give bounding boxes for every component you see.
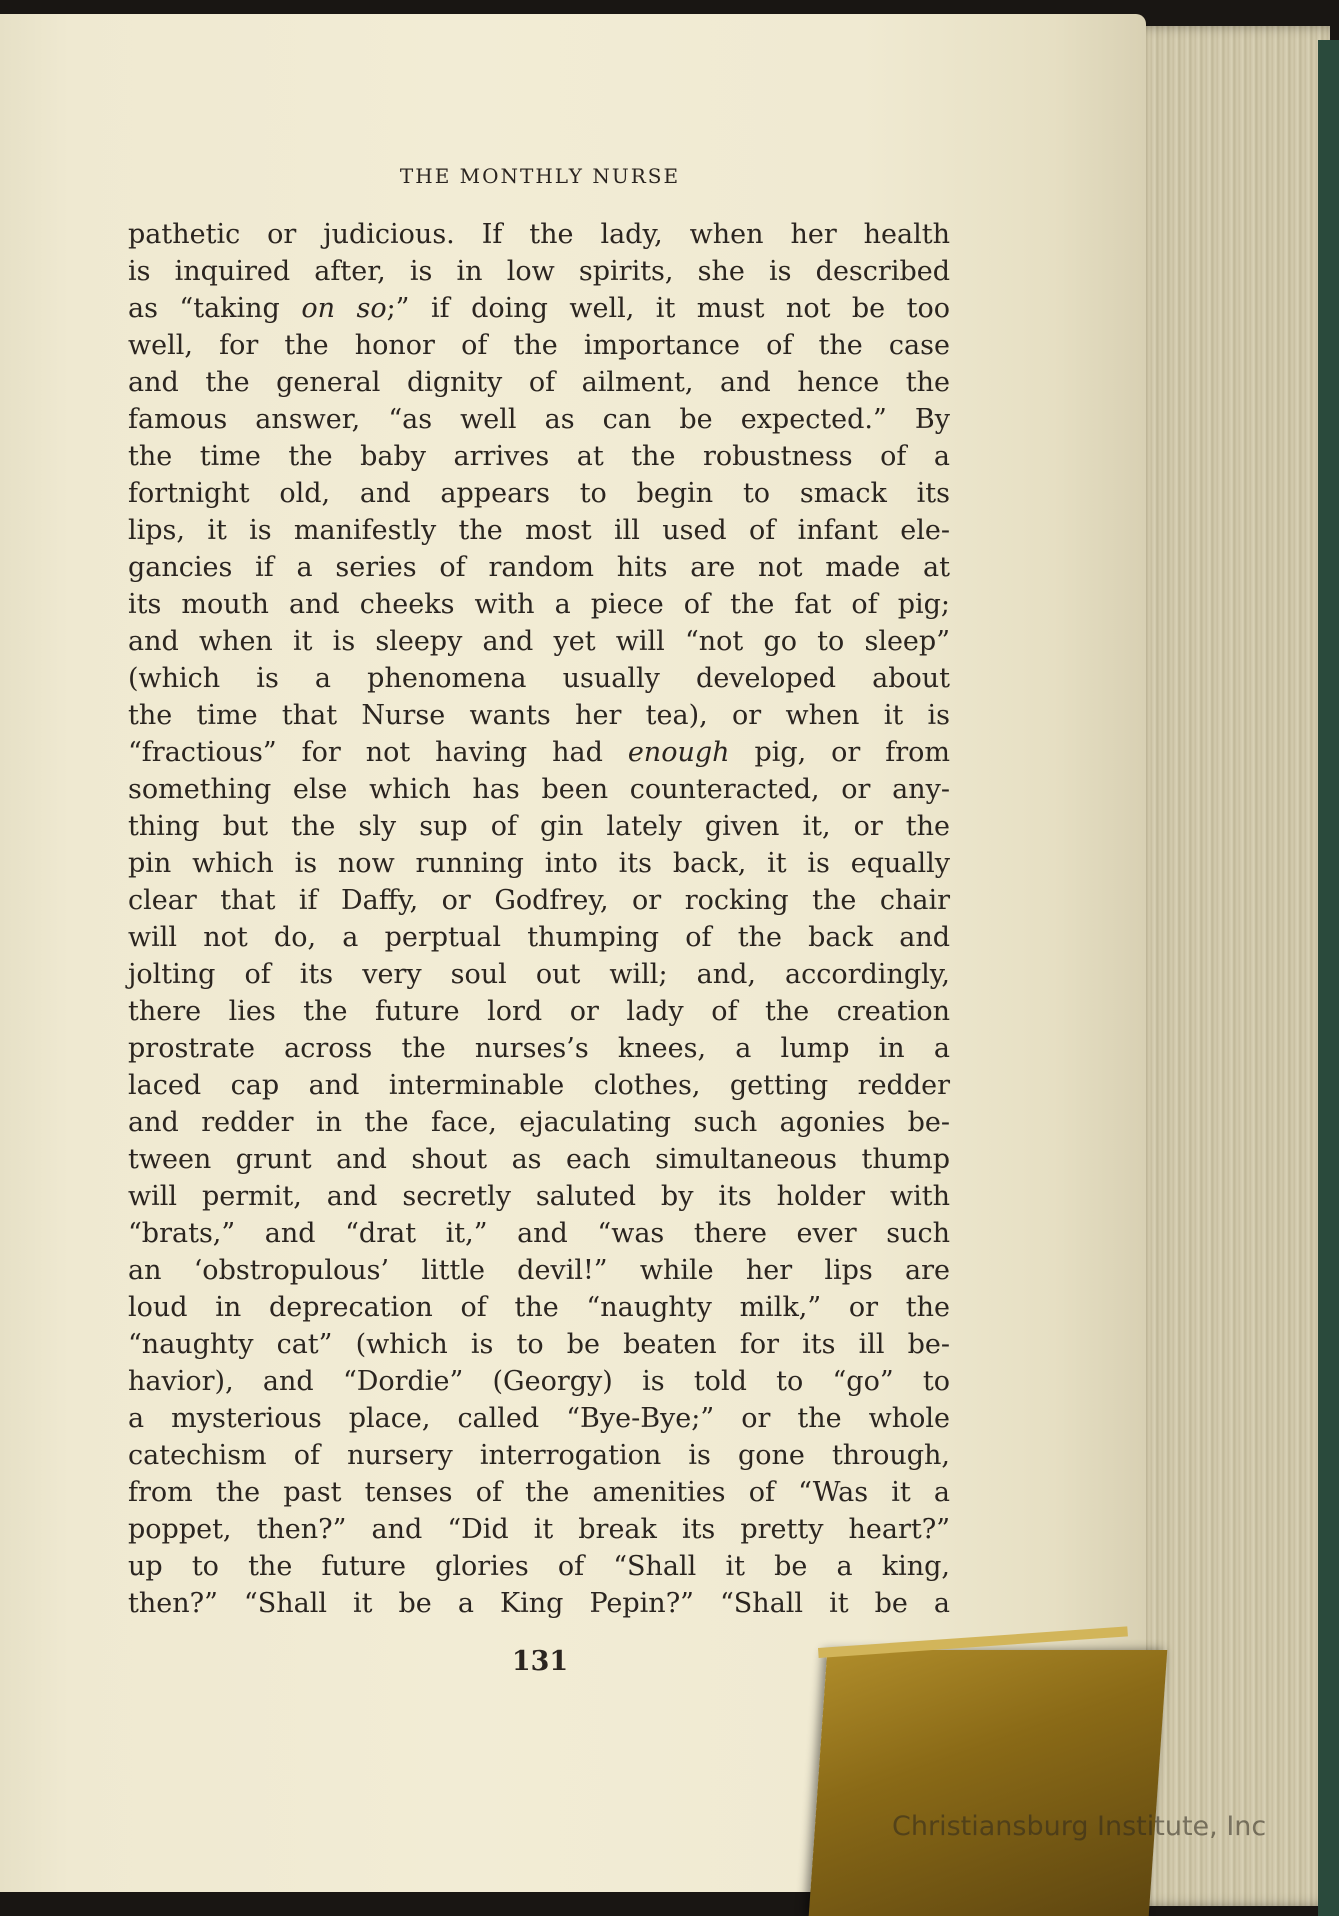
text-line: “naughty cat” (which is to be beaten for its ill be- <box>128 1329 950 1360</box>
italic-text: on so <box>301 293 387 324</box>
italic-text: enough <box>627 737 730 768</box>
text-line: catechism of nursery interrogation is gone through, <box>128 1440 950 1471</box>
text-line: there lies the future lord or lady of the creation <box>128 996 950 1027</box>
text-line: jolting of its very soul out will; and, accordingly, <box>128 959 950 990</box>
text-line: the time the baby arrives at the robustness of a <box>128 441 950 472</box>
text-segment: pig, or from <box>754 737 951 768</box>
text-line: pathetic or judicious. If the lady, when her health <box>128 219 950 250</box>
page-number: 131 <box>511 1646 569 1677</box>
text-line: up to the future glories of “Shall it be a king, <box>128 1551 950 1582</box>
text-line: well, for the honor of the importance of the case <box>128 330 950 361</box>
text-line: will not do, a perptual thumping of the back and <box>128 922 950 953</box>
text-segment: “fractious” for not having had <box>128 737 603 768</box>
text-segment: if doing well, it must not be too <box>430 293 950 324</box>
text-line: thing but the sly sup of gin lately given it, or the <box>128 811 950 842</box>
bookmark <box>809 1650 1168 1916</box>
text-line: then?” “Shall it be a King Pepin?” “Shall it be a <box>128 1588 950 1619</box>
text-segment: as “taking <box>128 293 280 324</box>
text-line: fortnight old, and appears to begin to smack its <box>128 478 950 509</box>
text-line: will permit, and secretly saluted by its holder with <box>128 1181 950 1212</box>
text-line: famous answer, “as well as can be expected.” By <box>128 404 950 435</box>
text-line: pin which is now running into its back, it is equally <box>128 848 950 879</box>
text-line <box>128 734 950 771</box>
text-line: poppet, then?” and “Did it break its pretty heart?” <box>128 1514 950 1545</box>
text-line: and redder in the face, ejaculating such agonies be- <box>128 1107 950 1138</box>
page-edges <box>1130 26 1330 1906</box>
running-header: THE MONTHLY NURSE <box>399 164 681 188</box>
text-line: an ‘obstropulous’ little devil!” while her lips are <box>128 1255 950 1286</box>
text-line: and when it is sleepy and yet will “not go to sleep” <box>128 626 950 657</box>
text-line: its mouth and cheeks with a piece of the fat of pig; <box>128 589 950 620</box>
text-line: and the general dignity of ailment, and hence the <box>128 367 950 398</box>
text-line: loud in deprecation of the “naughty milk,” or the <box>128 1292 950 1323</box>
text-line: lips, it is manifestly the most ill used of infant ele- <box>128 515 950 546</box>
text-line: from the past tenses of the amenities of “Was it a <box>128 1477 950 1508</box>
text-line: the time that Nurse wants her tea), or when it is <box>128 700 950 731</box>
text-line: gancies if a series of random hits are not made at <box>128 552 950 583</box>
body-text <box>128 216 950 1622</box>
text-line: something else which has been counteracted, or any- <box>128 774 950 805</box>
text-line: tween grunt and shout as each simultaneous thump <box>128 1144 950 1175</box>
watermark: Christiansburg Institute, Inc <box>892 1811 1267 1842</box>
text-line: is inquired after, is in low spirits, she is described <box>128 256 950 287</box>
text-line: laced cap and interminable clothes, getting redder <box>128 1070 950 1101</box>
text-segment: ;” <box>386 293 410 324</box>
text-line: clear that if Daffy, or Godfrey, or rocking the chair <box>128 885 950 916</box>
text-line <box>128 290 950 327</box>
text-line: (which is a phenomena usually developed about <box>128 663 950 694</box>
text-line: a mysterious place, called “Bye-Bye;” or the whole <box>128 1403 950 1434</box>
text-line: prostrate across the nurses’s knees, a lump in a <box>128 1033 950 1064</box>
book-cover-edge <box>1318 40 1339 1916</box>
text-line: “brats,” and “drat it,” and “was there ever such <box>128 1218 950 1249</box>
text-line: havior), and “Dordie” (Georgy) is told to “go” to <box>128 1366 950 1397</box>
